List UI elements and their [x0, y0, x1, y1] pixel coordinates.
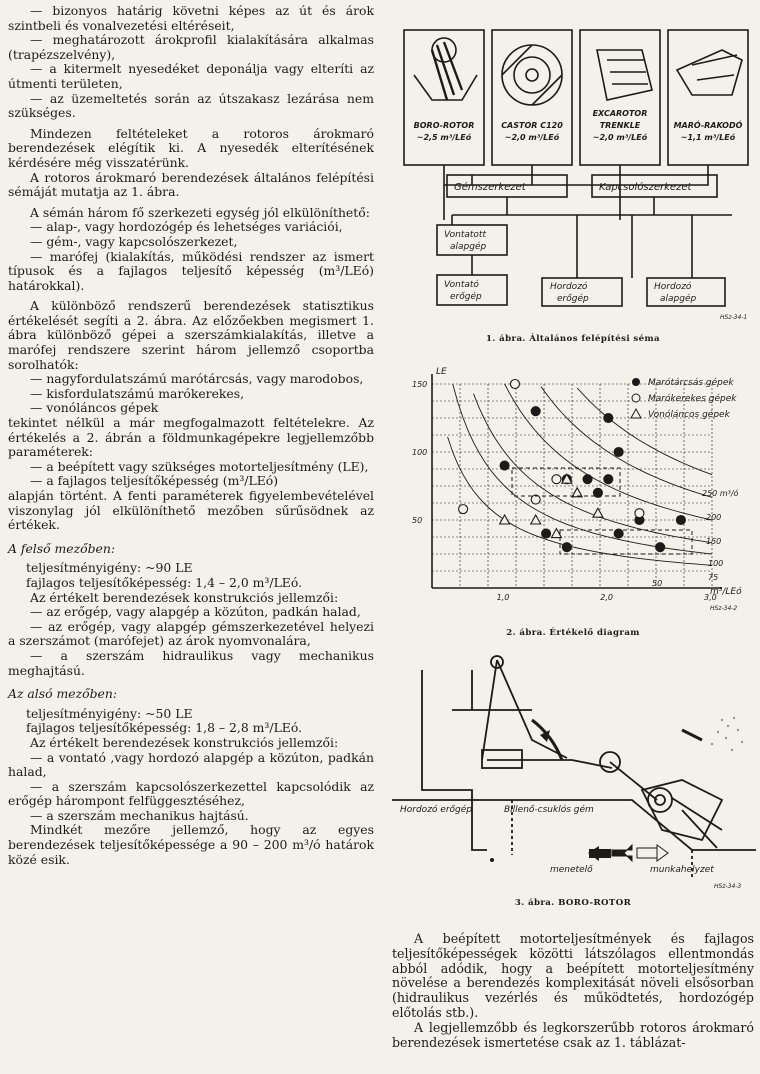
fig1-tool2-value: ~2,0 m³/LEó: [504, 133, 560, 142]
fig1-tool1-value: ~2,5 m³/LEó: [416, 133, 472, 142]
fig1-tool4-name: MARÓ-RAKODÓ: [673, 121, 743, 130]
fig3-label-gem: Billenő-csuklós gém: [504, 805, 594, 815]
fig3-label-munka: munkahelyzet: [650, 865, 714, 875]
left-paragraph: Az értékelt berendezések konstrukciós jellemzői:: [30, 734, 339, 750]
data-point-open: [459, 505, 468, 514]
data-point-filled: [562, 543, 571, 552]
data-point-filled: [500, 461, 509, 470]
figure-1-diagram: [392, 20, 756, 325]
data-point-filled: [604, 414, 613, 423]
data-point-triangle: [593, 508, 603, 517]
curve-label-150: 150: [706, 537, 722, 546]
figure-3-drawing: [392, 650, 756, 895]
left-paragraph: — gém-, vagy kapcsolószerkezet,: [30, 233, 238, 249]
fig1-vont-alap-1: Vontatott: [444, 230, 486, 240]
curve-label-50: 50: [652, 579, 663, 588]
fig1-vont-alap-2: alapgép: [450, 242, 487, 252]
fig1-tool3-name-b: TRENKLE: [599, 121, 641, 130]
right-paragraph: A legjellemzőbb és legkorszerűbb rotoros árokmaró berendezések ismertetése csak az 1. táblázat-: [392, 1019, 754, 1050]
left-paragraph: — marófej (kialakítás, működési rendszer az ismert típusok és a fajlagos teljesítő képesség (m³/LEó) határokkal).: [8, 248, 374, 293]
data-point-filled: [656, 543, 665, 552]
left-paragraph: — vonóláncos gépek: [30, 400, 159, 416]
left-paragraph: — bizonyos határig követni képes az út és árok szintbeli és vonalvezetési eltéréseit,: [8, 3, 374, 33]
left-paragraph: Az értékelt berendezések konstrukciós jellemzői:: [30, 589, 339, 605]
curve-label-75: 75: [708, 573, 719, 582]
chart-ylabel: LE: [436, 367, 447, 377]
left-paragraph: — a szerszám hidraulikus vagy mechanikus meghajtású.: [8, 647, 374, 678]
left-paragraph: — a fajlagos teljesítőképesség (m³/LEó): [30, 473, 279, 489]
data-point-filled: [542, 529, 551, 538]
fig1-hord-ero-2: erőgép: [557, 294, 589, 304]
data-point-filled: [531, 407, 540, 416]
y-tick-label: 100: [412, 448, 428, 457]
lower-field-box: [560, 530, 692, 554]
curve-label-200: 200: [706, 513, 722, 522]
data-point-filled: [604, 475, 613, 484]
data-point-triangle: [531, 515, 541, 524]
fig1-kapcs: Kapcsolószerkezet: [599, 182, 692, 193]
left-paragraph: — nagyfordulatszámú marótárcsás, vagy marodobos,: [30, 371, 364, 387]
legend-label-1: Marókerekes gépek: [648, 394, 737, 404]
left-paragraph: — meghatározott árokprofil kialakítására alkalmas (trapézszelvény),: [8, 32, 374, 62]
left-paragraph: Mindkét mezőre jellemző, hogy az egyes berendezések teljesítőképessége a 90 – 200 m³/ó határok közé esik.: [8, 822, 374, 867]
left-paragraph: fajlagos teljesítőképesség: 1,4 – 2,0 m³/LEó.: [26, 574, 303, 590]
legend-marker-filled: [632, 378, 640, 386]
left-paragraph: — az erőgép, vagy alapgép gémszerkezetével helyezi a szerszámot (marófejet) az árok nyomvonalára,: [8, 618, 374, 649]
fig1-vont-ero-2: erőgép: [450, 292, 482, 302]
fig1-tool2-name: CASTOR C120: [501, 121, 563, 130]
iso-curve: [448, 437, 712, 565]
left-paragraph: — a vontató ,vagy hordozó alapgép a közúton, padkán halad,: [8, 749, 374, 780]
fig1-gem: Gémszerkezet: [454, 182, 526, 193]
fig1-hord-ero-1: Hordozó: [550, 282, 588, 292]
fig3-label-hordozo: Hordozó erőgép: [400, 805, 472, 815]
legend-marker-triangle: [631, 409, 641, 418]
chart-grid: [432, 374, 722, 588]
figure-2-caption: 2. ábra. Értékelő diagram: [506, 628, 640, 638]
fig1-tool3-value: ~2,0 m³/LEó: [592, 133, 648, 142]
data-point-filled: [614, 448, 623, 457]
left-paragraph: A felső mezőben:: [8, 540, 116, 556]
left-paragraph: fajlagos teljesítőképesség: 1,8 – 2,8 m³/LEó.: [26, 720, 303, 736]
left-paragraph: — a kitermelt nyesedéket deponálja vagy elteríti az útmenti területen,: [8, 61, 374, 91]
left-paragraph: — kisfordulatszámú marókerekes,: [30, 385, 245, 401]
fig3-ref: HSz-34-3: [714, 883, 742, 890]
data-point-open: [635, 509, 644, 518]
figure-1-caption: 1. ábra. Általános felépítési séma: [485, 334, 660, 344]
figure-3-caption: 3. ábra. BORO-ROTOR: [514, 898, 632, 908]
figure-2-chart: [392, 360, 756, 622]
fig2-ref: HSz-34-2: [710, 605, 738, 612]
fig1-tool1-name: BORO-ROTOR: [413, 121, 475, 130]
x-tick-label: 1,0: [496, 593, 510, 602]
left-paragraph: teljesítményigény: ~90 LE: [26, 560, 193, 576]
left-paragraph: alapján történt. A fenti paraméterek figyelembevételével viszonylag jól elkülöníthető mezőben sűrűsödnek az értékek.: [8, 488, 374, 533]
legend-label-0: Marótárcsás gépek: [648, 378, 734, 388]
x-tick-label: 2,0: [600, 593, 614, 602]
data-point-open: [510, 380, 519, 389]
left-paragraph: — alap-, vagy hordozógép és lehetséges variációi,: [30, 219, 343, 235]
left-paragraph: — a szerszám mechanikus hajtású.: [30, 807, 249, 823]
left-paragraph: — a szerszám kapcsolószerkezettel kapcsolódik az erőgép hárompont felfüggesztéséhez,: [8, 778, 374, 809]
left-paragraph: — az erőgép, vagy alapgép a közúton, padkán halad,: [30, 604, 361, 620]
curve-label-100: 100: [708, 559, 724, 568]
right-column-text: [392, 932, 754, 1050]
left-paragraph: A sémán három fő szerkezeti egység jól elkülöníthető:: [30, 204, 370, 220]
left-paragraph: tekintet nélkül a már megfogalmazott feltételekre. Az értékelés a 2. ábrán a földmunkagépekre legjellemzőbb paraméterek:: [8, 415, 374, 460]
left-paragraph: Mindezen feltételeket a rotoros árokmaró berendezések elégítik ki. A nyesedék elterítésének kérdésére még visszatérünk.: [8, 125, 374, 170]
fig3-label-menetelo: menetelő: [550, 865, 593, 875]
curve-label-250: 250 m³/ó: [702, 489, 739, 498]
fig1-vont-ero-1: Vontató: [444, 280, 479, 290]
fig1-tool3-name: EXCAROTOR: [592, 109, 648, 118]
data-point-triangle: [500, 515, 510, 524]
fig1-tool4-value: ~1,1 m³/LEó: [680, 133, 736, 142]
legend-marker-open: [632, 394, 640, 402]
left-column: [8, 4, 374, 867]
x-tick-label: 3,0: [704, 593, 717, 602]
left-paragraph: Az alsó mezőben:: [8, 686, 118, 702]
legend-label-2: Vonóláncos gépek: [648, 410, 730, 420]
fig1-ref: HSz-34-1: [720, 314, 748, 321]
data-point-triangle: [572, 488, 582, 497]
left-paragraph: A különböző rendszerű berendezések statisztikus értékelését segíti a 2. ábra. Az előzőekben megismert 1. ábra különböző gépei a szerszámkialakítás, illetve a marófej rendszere szerint három jellemző csoportba sorolhatók:: [8, 298, 374, 372]
left-paragraph: — az üzemeltetés során az útszakasz lezárása nem szükséges.: [8, 90, 374, 121]
y-tick-label: 150: [412, 380, 428, 389]
left-paragraph: — a beépített vagy szükséges motorteljesítmény (LE),: [30, 458, 369, 474]
data-point-filled: [676, 516, 685, 525]
fig1-hord-alap-1: Hordozó: [654, 282, 692, 292]
data-point-filled: [583, 475, 592, 484]
right-paragraph: A beépített motorteljesítmények és fajlagos teljesítőképességek közötti látszólagos ellentmondás abból adódik, hogy a beépített motorteljesítmény növelése a berendezés komplexitását növeli elsősorban (hidraulikus vezérlés és működtetés, hordozógép előtolás stb.).: [392, 931, 754, 1020]
y-tick-label: 50: [412, 516, 423, 525]
left-paragraph: teljesítményigény: ~50 LE: [26, 705, 193, 721]
data-point-open: [552, 475, 561, 484]
left-paragraph: A rotoros árokmaró berendezések általános felépítési sémáját mutatja az 1. ábra.: [8, 169, 374, 200]
fig1-hord-alap-2: alapgép: [660, 294, 697, 304]
chart-xlabel: m³/LEó: [710, 587, 742, 597]
